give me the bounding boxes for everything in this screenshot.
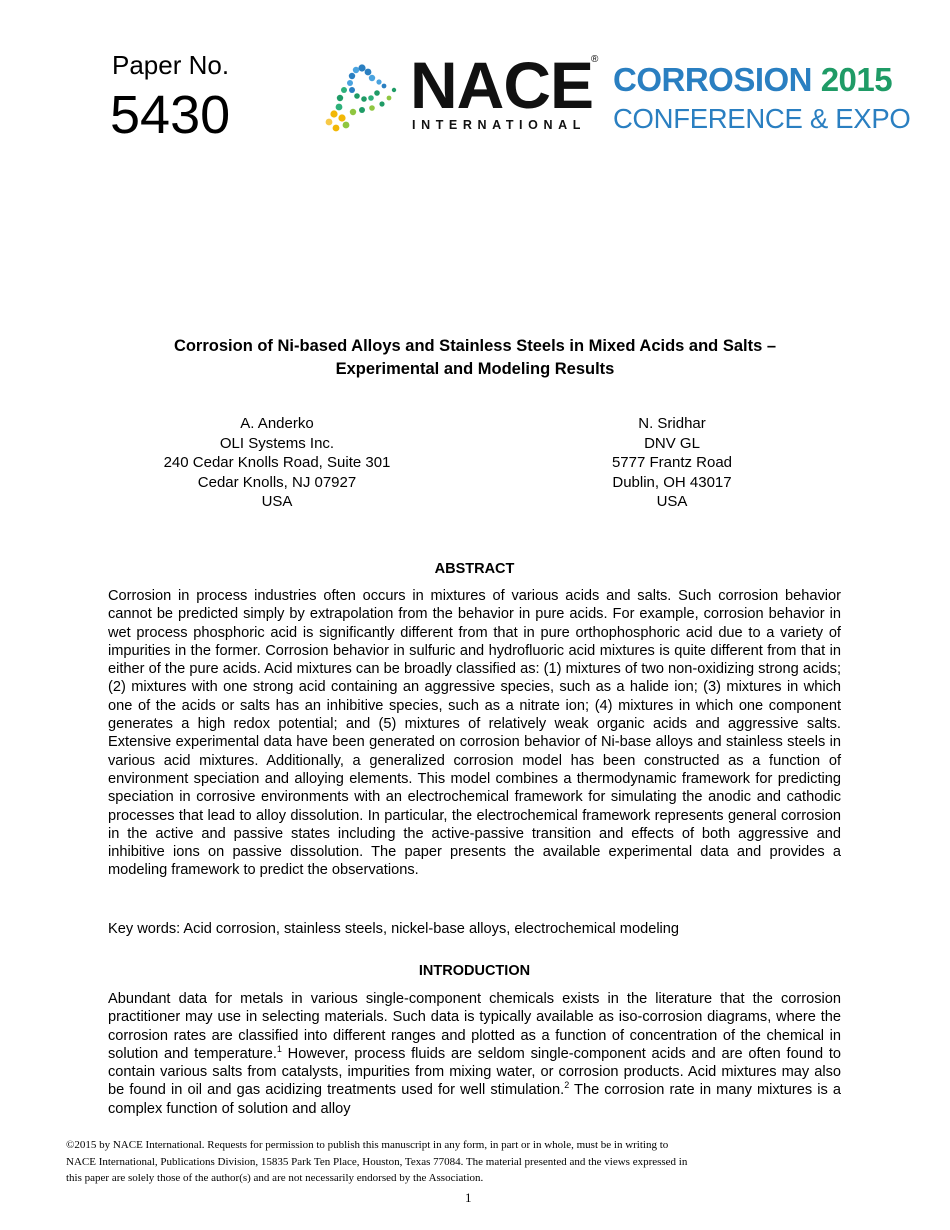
author-country: USA xyxy=(656,493,688,510)
abstract-text: Corrosion in process industries often occurs in mixtures of various acids and salts. Such corrosion behavior cannot be predicted simply by extrapolation from the behavior in pure acids. For example, corrosion behavior in wet process phosphoric acid is significantly different from that in pure orthophosphoric acid due to a variety of impurities in the former. Corrosion behavior in sulfuric and hydrofluoric acid mixtures is quite different from that in either of the pure acids. Acid mixtures can be broadly classified as: (1) mixtures of two non-oxidizing strong acids; (2) mixtures with one strong acid containing an aggressive species, such as a halide ion; (3) mixtures in which one of the acids or salts has an inhibitive species, such as a nitrate ion; (4) mixtures in which one component generates a high redox potential; and (5) mixtures of relatively weak organic acids and aggressive salts. Extensive experimental data have been generated on corrosion behavior of Ni-base alloys and stainless steels in various acid mixtures. Additionally, a generalized corrosion model has been constructed as a function of environment speciation and alloying elements. This model combines a thermodynamic framework for predicting speciation in corrosive environments with an electrochemical framework for simulating the anodic and cathodic processes that lead to alloy dissolution. In particular, the electrochemical framework represents general corrosion in the active and passive states including the active-passive transition and effects of both aggressive and inhibitive ions on passive dissolution. The paper presents the available experimental data and provides a modeling framework to predict the observations. xyxy=(108,588,841,879)
intro-part-3: The corrosion rate in many mixtures is a complex function of solution and alloy xyxy=(108,1082,841,1117)
nace-logo-icon xyxy=(322,60,406,134)
conference-title xyxy=(613,62,892,98)
title-line-1: Corrosion of Ni-based Alloys and Stainless Steels in Mixed Acids and Salts – xyxy=(173,337,777,355)
footer-line-1: ©2015 by NACE International. Requests for permission to publish this manuscript in any form, in part or in whole, must be in writing to xyxy=(66,1139,669,1151)
title-line-2: Experimental and Modeling Results xyxy=(335,360,615,378)
author-address: 5777 Frantz Road xyxy=(611,454,733,471)
author-block-1 xyxy=(127,414,427,512)
nace-subtitle: INTERNATIONAL xyxy=(412,118,586,132)
author-block-2 xyxy=(522,414,822,512)
conference-word: CORROSION xyxy=(613,61,813,98)
footer-line-2: NACE International, Publications Division, 15835 Park Ten Place, Houston, Texas 77084. The material presented and the views expressed in xyxy=(66,1155,688,1168)
keywords: Key words: Acid corrosion, stainless steels, nickel-base alloys, electrochemical modeling xyxy=(108,921,680,937)
author-country: USA xyxy=(261,493,293,510)
conference-subtitle: CONFERENCE & EXPO xyxy=(613,103,911,134)
footer-line-3: this paper are solely those of the author(s) and are not necessarily endorsed by the Association. xyxy=(66,1172,484,1184)
intro-part-1: Abundant data for metals in various single-component chemicals exists in the literature that the corrosion practitioner may use in selecting materials. Such data is typically available as iso-corrosion diagrams, where the corrosion rates are classified into different ranges and plotted as a function of concentration of the chemical in solution and temperature. xyxy=(108,991,841,1062)
author-city: Cedar Knolls, NJ 07927 xyxy=(197,473,357,491)
paper-label: Paper No. xyxy=(112,50,230,80)
author-address: 240 Cedar Knolls Road, Suite 301 xyxy=(163,454,391,471)
author-org: DNV GL xyxy=(644,434,700,452)
author-name: A. Anderko xyxy=(240,415,314,432)
intro-part-2: However, process fluids are seldom single-component acids and are often found to contain various salts from catalysts, impurities from mixing water, or corrosion products. Acid mixtures may also be found in oil and gas acidizing treatments used for well stimulation. xyxy=(108,1045,841,1099)
introduction-text xyxy=(108,990,841,1118)
reference-1: 1 xyxy=(276,1044,282,1055)
abstract-heading: ABSTRACT xyxy=(434,561,515,577)
author-name: N. Sridhar xyxy=(638,415,706,432)
copyright-footer xyxy=(66,1137,806,1187)
paper-title xyxy=(100,335,850,381)
conference-year: 2015 xyxy=(820,61,893,98)
paper-number: 5430 xyxy=(110,85,231,145)
page-number: 1 xyxy=(465,1190,472,1205)
reference-2: 2 xyxy=(564,1080,570,1091)
author-city: Dublin, OH 43017 xyxy=(612,473,732,491)
registered-mark: ® xyxy=(591,54,599,65)
author-org: OLI Systems Inc. xyxy=(219,434,335,452)
nace-wordmark: NACE xyxy=(410,48,594,122)
introduction-heading: INTRODUCTION xyxy=(418,963,531,979)
